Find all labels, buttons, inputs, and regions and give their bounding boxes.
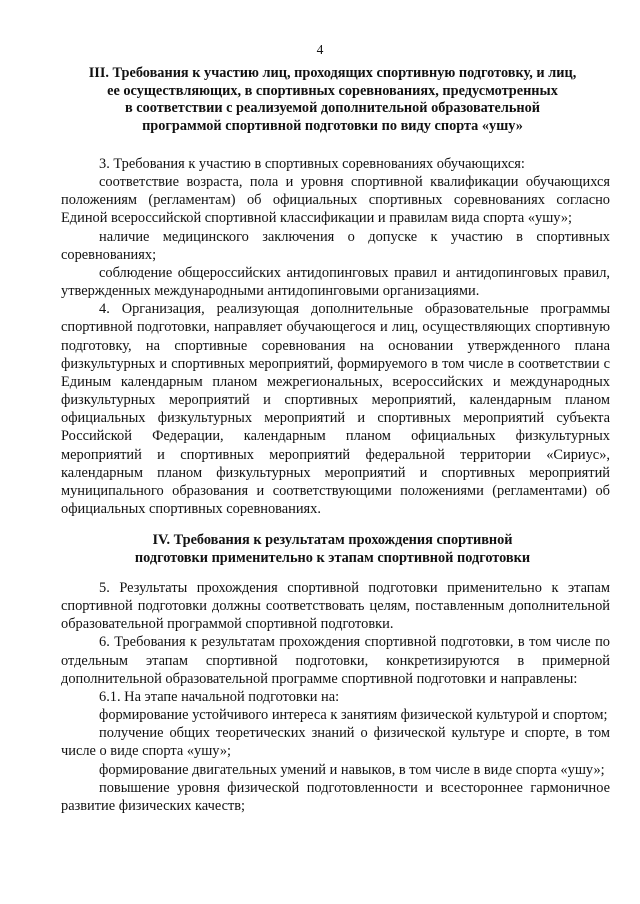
page-number: 4: [316, 42, 324, 57]
section-3-heading-line: программой спортивной подготовки по виду спорта «ушу»: [142, 117, 523, 134]
section-3-body: [61, 155, 610, 518]
paragraph-6-1-initial-stage: 6.1. На этапе начальной подготовки на:: [99, 688, 340, 705]
list-item-motor-skills: формирование двигательных умений и навыков, в том числе в виде спорта «ушу»;: [99, 761, 605, 778]
section-4-heading-line: IV. Требования к результатам прохождения спортивной: [152, 532, 513, 548]
list-item-physical-fitness: повышение уровня физической подготовленности и всестороннее гармоничное развитие физических качеств;: [61, 779, 610, 814]
paragraph-3-medical-certificate: наличие медицинского заключения о допуске к участию в спортивных соревнованиях;: [61, 228, 610, 263]
paragraph-3-intro: 3. Требования к участию в спортивных соревнованиях обучающихся:: [99, 156, 525, 172]
paragraph-3-age-requirement: соответствие возраста, пола и уровня спортивной квалификации обучающихся положениям (регламентам) об официальных спортивных соревнованиях согласно Единой всероссийской спортивной классификации и правилам вида спорта «ушу»;: [61, 174, 610, 227]
list-item-theoretical-knowledge: получение общих теоретических знаний о физической культуре и спорте, в том числе о виде спорта «ушу»;: [61, 725, 610, 760]
paragraph-5-results: 5. Результаты прохождения спортивной подготовки применительно к этапам спортивной подготовки должны соответствовать целям, поставленным дополнительной образовательной программой спортивной подготовки.: [61, 580, 610, 633]
paragraph-3-antidoping: соблюдение общероссийских антидопинговых правил и антидопинговых правил, утвержденных международными антидопинговыми организациями.: [61, 264, 610, 300]
section-3-heading: [60, 65, 605, 135]
section-4-heading-line: подготовки применительно к этапам спортивной подготовки: [134, 549, 531, 566]
paragraph-6-requirements: 6. Требования к результатам прохождения спортивной подготовки, в том числе по отдельным этапам спортивной подготовки, конкретизируются в примерной дополнительной образовательной программе спортивной подготовки и направлены:: [61, 634, 610, 687]
section-3-heading-line: III. Требования к участию лиц, проходящих спортивную подготовку, и лиц,: [88, 65, 577, 81]
section-4-heading: [60, 532, 605, 567]
section-3-heading-line: ее осуществляющих, в спортивных соревнованиях, предусмотренных: [107, 82, 558, 99]
paragraph-4-organization: 4. Организация, реализующая дополнительные образовательные программы спортивной подготовки, направляет обучающегося и лиц, осуществляющих спортивную подготовку, на спортивные соревнования на основании утвержденного плана физкультурных и спортивных мероприятий, формируемого в том числе в соответствии с Единым календарным планом межрегиональных, всероссийских и международных физкультурных мероприятий и спортивных мероприятий, календарным планом официальных физкультурных мероприятий и спортивных мероприятий субъекта Российской Федерации, календарным планом официальных физкультурных мероприятий и спортивных мероприятий федеральной территории «Сириус», календарным планом физкультурных мероприятий и спортивных мероприятий муниципального образования и соответствующими положениями (регламентами) об официальных спортивных соревнованиях.: [61, 301, 610, 517]
section-4-body: [61, 579, 610, 815]
list-item-interest: формирование устойчивого интереса к занятиям физической культурой и спортом;: [99, 707, 608, 724]
section-3-heading-line: в соответствии с реализуемой дополнительной образовательной: [124, 100, 541, 116]
